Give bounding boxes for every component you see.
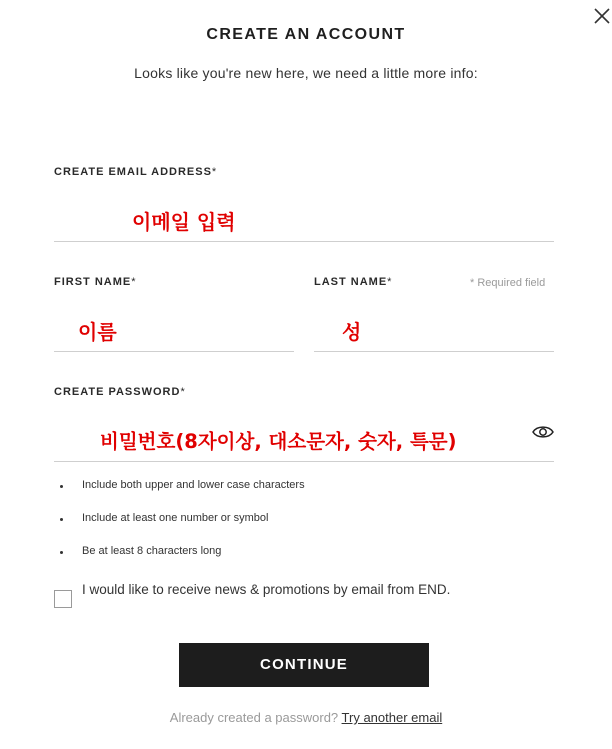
last-name-field[interactable] bbox=[314, 316, 554, 352]
password-rule-length: Be at least 8 characters long bbox=[82, 545, 222, 557]
password-rule-case: Include both upper and lower case characters bbox=[82, 479, 305, 491]
footer bbox=[0, 710, 612, 725]
close-button[interactable] bbox=[592, 6, 612, 26]
try-another-email-link[interactable]: Try another email bbox=[341, 710, 443, 725]
rule-bullet bbox=[60, 551, 63, 554]
modal-subtitle: Looks like you're new here, we need a little more info: bbox=[134, 65, 478, 81]
required-field-note: * Required field bbox=[470, 277, 546, 289]
last-name-label: LAST NAME* bbox=[314, 276, 393, 288]
last-name-field-value: 성 bbox=[342, 320, 362, 344]
show-password-button[interactable] bbox=[531, 422, 555, 442]
first-name-field-value: 이름 bbox=[78, 320, 117, 344]
first-name-field[interactable] bbox=[54, 316, 294, 352]
footer-prompt: Already created a password? bbox=[169, 710, 339, 725]
continue-button[interactable]: CONTINUE bbox=[179, 643, 429, 687]
email-field-value: 이메일 입력 bbox=[132, 210, 236, 234]
close-icon bbox=[592, 6, 612, 26]
password-label: CREATE PASSWORD* bbox=[54, 386, 186, 398]
rule-bullet bbox=[60, 518, 63, 521]
password-field-value: 비밀번호(8자이상, 대소문자, 숫자, 특문) bbox=[100, 430, 457, 453]
password-rule-number: Include at least one number or symbol bbox=[82, 512, 269, 524]
eye-icon bbox=[531, 422, 555, 442]
newsletter-checkbox[interactable] bbox=[54, 590, 72, 608]
email-field[interactable] bbox=[54, 206, 554, 242]
first-name-label: FIRST NAME* bbox=[54, 276, 137, 288]
modal-title: CREATE AN ACCOUNT bbox=[206, 26, 406, 43]
rule-bullet bbox=[60, 485, 63, 488]
email-label: CREATE EMAIL ADDRESS* bbox=[54, 166, 218, 178]
password-field[interactable] bbox=[54, 426, 554, 462]
newsletter-label[interactable]: I would like to receive news & promotions by email from END. bbox=[82, 582, 451, 597]
